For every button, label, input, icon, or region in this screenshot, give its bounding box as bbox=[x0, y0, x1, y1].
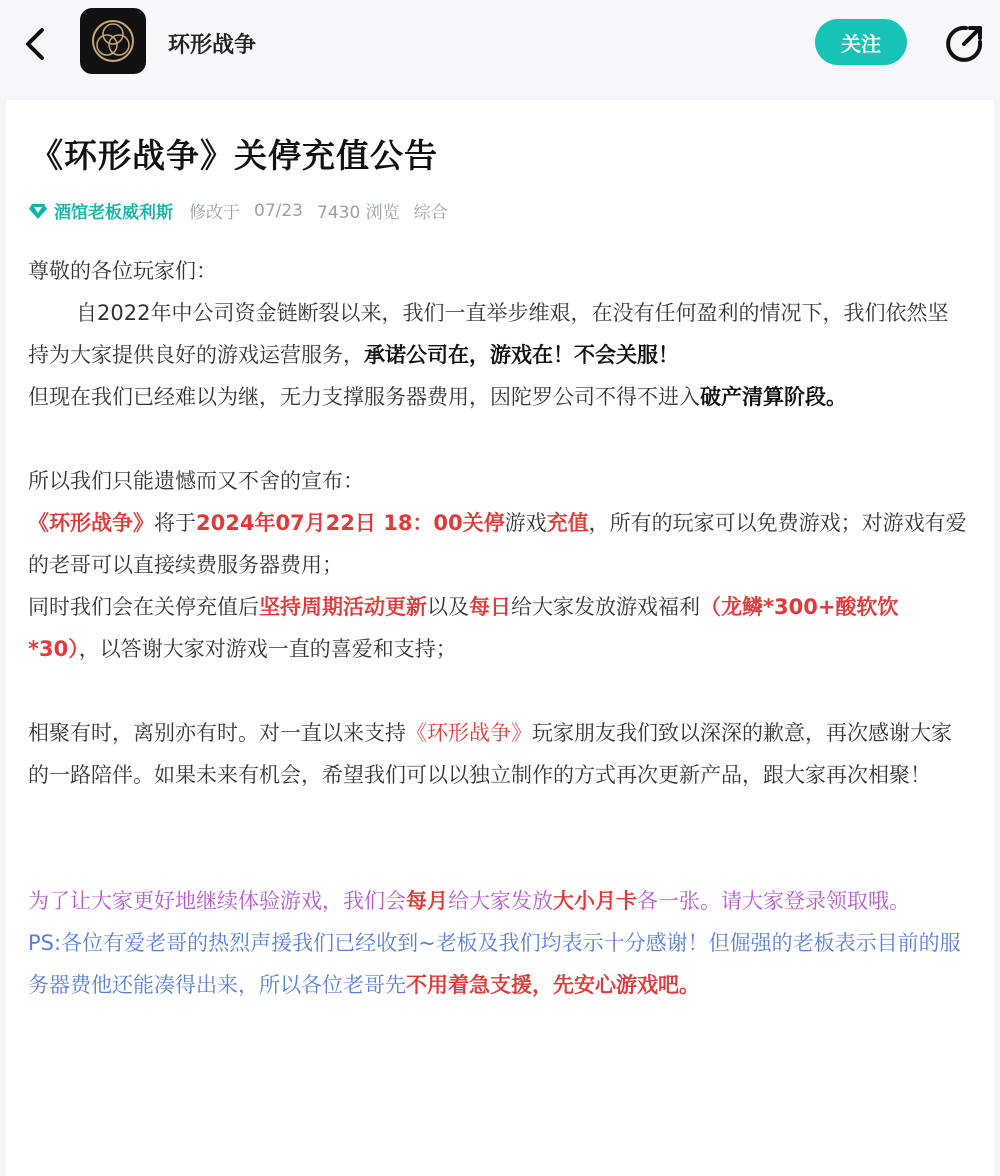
back-arrow-icon bbox=[22, 26, 50, 62]
paragraph-2-intro: 所以我们只能遗憾而又不舍的宣布： bbox=[28, 469, 364, 493]
paragraph-4: 相聚有时，离别亦有时。对一直以来支持《环形战争》玩家朋友我们致以深深的歉意，再次感谢大家的一路陪伴。如果未来有机会，希望我们可以以独立制作的方式再次更新产品，跟大家再次相聚！ bbox=[28, 721, 952, 787]
post-date: 07/23 bbox=[254, 200, 303, 221]
post-category[interactable]: 综合 bbox=[413, 203, 448, 223]
ps-paragraph: PS:各位有爱老哥的热烈声援我们已经收到~老板及我们均表示十分感谢！但倔强的老板表示目前的服务器费他还能凑得出来，所以各位老哥先不用着急支援，先安心游戏吧。 bbox=[28, 931, 961, 997]
paragraph-5: 为了让大家更好地继续体验游戏，我们会每月给大家发放大小月卡各一张。请大家登录领取哦。 bbox=[28, 889, 910, 913]
post-title: 《环形战争》关停充值公告 bbox=[30, 136, 438, 175]
back-button[interactable] bbox=[16, 22, 56, 66]
post-card bbox=[6, 100, 994, 1176]
follow-button[interactable]: 关注 bbox=[815, 19, 907, 65]
modified-label: 修改于 bbox=[189, 203, 240, 223]
greeting: 尊敬的各位玩家们： bbox=[28, 259, 217, 283]
top-bar bbox=[0, 0, 1000, 96]
view-count: 7430 浏览 bbox=[317, 203, 400, 223]
diamond-icon bbox=[28, 202, 48, 220]
paragraph-2: 《环形战争》将于2024年07月22日 18：00关停游戏充值，所有的玩家可以免费游戏；对游戏有爱的老哥可以直接续费服务器费用； bbox=[28, 511, 967, 577]
app-name[interactable]: 环形战争 bbox=[168, 33, 257, 58]
paragraph-1: 自2022年中公司资金链断裂以来，我们一直举步维艰，在没有任何盈利的情况下，我们依然坚持为大家提供良好的游戏运营服务，承诺公司在，游戏在！不会关服！ 但现在我们已经难以为继，无力支撑服务器费用，因陀罗公司不得不进入破产清算阶段。 bbox=[28, 301, 949, 409]
paragraph-3: 同时我们会在关停充值后坚持周期活动更新以及每日给大家发放游戏福利（龙鳞*300+酸软饮*30），以答谢大家对游戏一直的喜爱和支持； bbox=[28, 595, 899, 661]
author-name[interactable]: 酒馆老板威利斯 bbox=[54, 203, 173, 223]
share-icon bbox=[942, 22, 986, 66]
app-logo-icon[interactable] bbox=[80, 8, 146, 74]
post-body bbox=[28, 250, 968, 1006]
share-button[interactable] bbox=[942, 22, 986, 66]
post-meta bbox=[28, 198, 462, 223]
